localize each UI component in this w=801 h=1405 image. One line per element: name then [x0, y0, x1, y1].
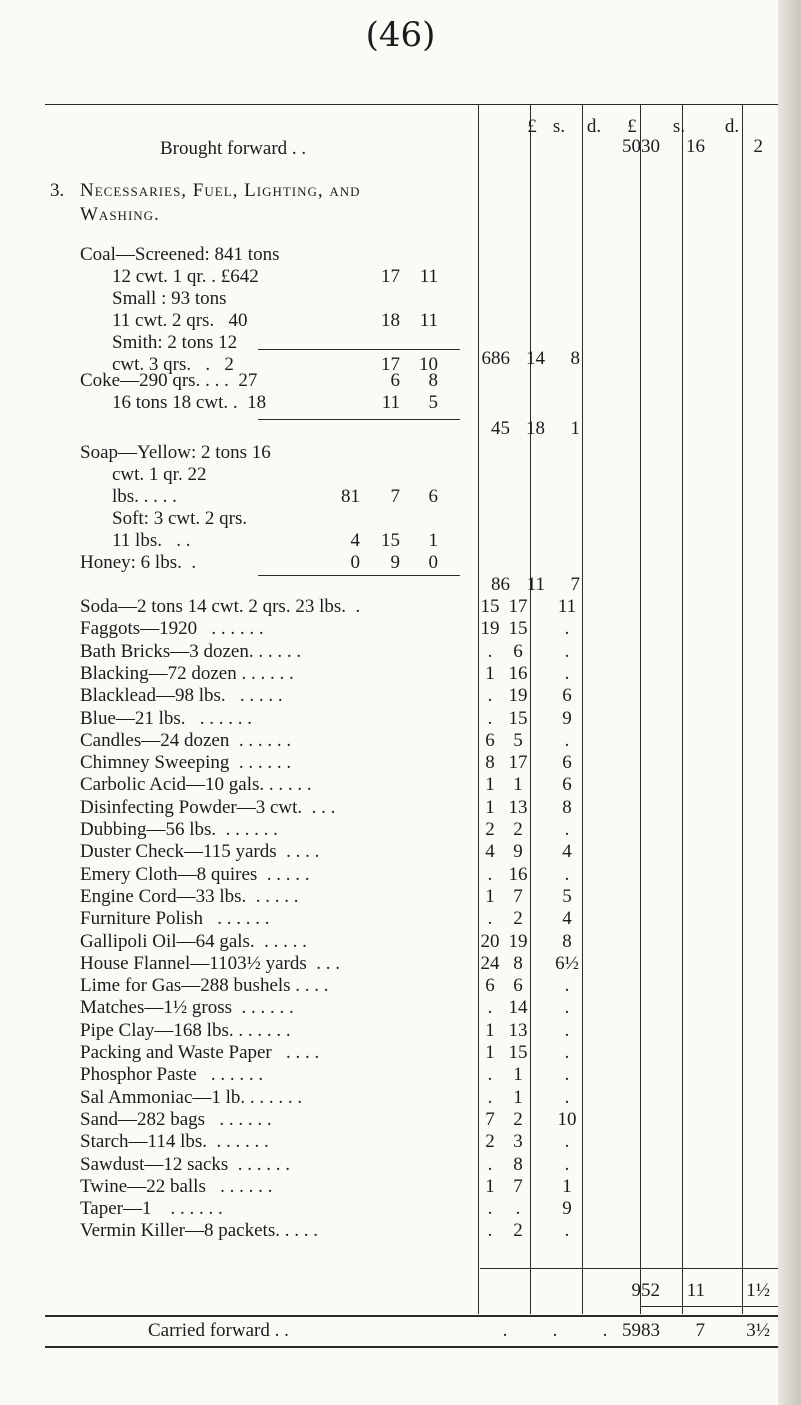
- brought-forward-shillings: 16: [686, 136, 705, 157]
- item-shillings: 17: [508, 596, 528, 617]
- item-pounds: .: [487, 997, 493, 1019]
- soap-line-text: Soft: 3 cwt. 2 qrs.: [112, 508, 248, 529]
- soap-line-text: Honey: 6 lbs. .: [80, 552, 197, 573]
- item-pounds: .: [487, 863, 493, 885]
- coal-heading: Coal—Screened: 841 tons: [80, 244, 280, 265]
- item-label: Faggots—1920 . . . . . .: [80, 618, 264, 640]
- soap-line-text: 11 lbs. . .: [112, 530, 191, 551]
- item-shillings: 1: [513, 1086, 523, 1108]
- coal-line-pence: 10: [419, 354, 438, 375]
- section-number: 3.: [50, 180, 65, 201]
- item-label: Matches—1½ gross . . . . . .: [80, 997, 294, 1019]
- soap-line-text: Soap—Yellow: 2 tons 16: [80, 442, 271, 463]
- soap-line-text: cwt. 1 qr. 22: [112, 464, 207, 485]
- left-pounds-header: £: [527, 116, 537, 137]
- item-label: Sal Ammoniac—1 lb. . . . . . .: [80, 1086, 303, 1108]
- right-pence-header: d.: [724, 116, 740, 137]
- carried-forward-shillings: 7: [695, 1320, 705, 1341]
- page-number: (46): [365, 15, 436, 55]
- item-label: Pipe Clay—168 lbs. . . . . . .: [80, 1019, 291, 1041]
- carried-forward-left-pence: .: [602, 1320, 608, 1341]
- item-pounds: 20: [480, 930, 500, 952]
- section-title-line2: Washing.: [80, 204, 160, 225]
- item-pounds: 1: [485, 662, 495, 684]
- item-shillings: 7: [513, 885, 523, 907]
- coal-line-text: 11 cwt. 2 qrs. 40: [112, 310, 248, 331]
- item-pounds: 6: [485, 975, 495, 997]
- item-pounds: 4: [485, 841, 495, 863]
- item-label: Sand—282 bags . . . . . .: [80, 1108, 272, 1130]
- section-total-underline: [640, 1306, 780, 1307]
- coal-line-text: Smith: 2 tons 12: [112, 332, 238, 353]
- item-pounds: 6: [485, 729, 495, 751]
- item-pence: 4: [562, 908, 572, 930]
- section-total-pence: 1½: [746, 1280, 770, 1301]
- soap-line-text: lbs. . . . .: [112, 486, 177, 507]
- item-pounds: 7: [485, 1108, 495, 1130]
- coke-total-pounds: 45: [491, 418, 510, 439]
- top-rule: [45, 104, 780, 105]
- item-shillings: 9: [513, 841, 523, 863]
- item-label: Chimney Sweeping . . . . . .: [80, 752, 292, 774]
- item-label: Emery Cloth—8 quires . . . . .: [80, 863, 310, 885]
- carried-forward-left-pounds: .: [502, 1320, 508, 1341]
- item-shillings: 13: [508, 796, 528, 818]
- section-total-rule: [480, 1268, 780, 1269]
- item-pence: 6: [562, 774, 572, 796]
- item-shillings: 2: [513, 819, 523, 840]
- item-pounds: .: [487, 1198, 493, 1220]
- item-shillings: 15: [508, 1042, 528, 1063]
- coke-line-text: Coke—290 qrs. . . . 27: [80, 370, 258, 391]
- item-pence: .: [564, 1220, 570, 1242]
- item-label: House Flannel—1103½ yards . . .: [80, 952, 340, 974]
- coal-line-shillings: 17: [381, 266, 400, 287]
- item-pence: .: [564, 1086, 570, 1108]
- item-pence: .: [564, 1153, 570, 1175]
- item-pounds: 24: [480, 952, 500, 974]
- item-label: Disinfecting Powder—3 cwt. . . .: [80, 796, 336, 818]
- item-pence: .: [564, 975, 570, 997]
- item-label: Engine Cord—33 lbs. . . . . .: [80, 885, 299, 907]
- soap-line-amount: 4: [350, 530, 360, 551]
- coal-total-pounds: 686: [481, 348, 510, 369]
- col-rule-right-d: [742, 104, 743, 1314]
- item-shillings: 8: [513, 952, 523, 974]
- item-shillings: 5: [513, 729, 523, 751]
- soap-subtotal-rule: [258, 575, 460, 576]
- item-pounds: 1: [485, 1019, 495, 1041]
- coke-line-text: 16 tons 18 cwt. . 18: [112, 392, 267, 413]
- coal-total-pence: 8: [570, 348, 580, 369]
- page-bottom-rule: [45, 1346, 780, 1348]
- left-pence-header: d.: [586, 116, 602, 137]
- item-shillings: 16: [508, 662, 528, 684]
- item-pence: .: [564, 640, 570, 662]
- coke-line-shillings: 11: [381, 392, 400, 413]
- item-label: Twine—22 balls . . . . . .: [80, 1175, 273, 1197]
- item-pounds: .: [487, 1153, 493, 1175]
- item-pence: .: [564, 1131, 570, 1153]
- coal-line-text: Small : 93 tons: [112, 288, 227, 309]
- item-pounds: .: [487, 908, 493, 930]
- left-shillings-header: s.: [552, 116, 566, 137]
- soap-line-shillings: 9: [390, 552, 400, 573]
- col-rule-right-s: [682, 104, 683, 1314]
- item-shillings: 1: [513, 774, 523, 796]
- item-pence: .: [564, 863, 570, 885]
- item-pence: .: [564, 662, 570, 684]
- coke-line-pence: 5: [428, 392, 438, 413]
- item-pence: .: [564, 1042, 570, 1063]
- item-label: Bath Bricks—3 dozen. . . . . .: [80, 640, 302, 662]
- soap-line-shillings: 15: [381, 530, 400, 551]
- item-pounds: 15: [480, 596, 500, 617]
- coal-line-shillings: 18: [381, 310, 400, 331]
- item-label: Packing and Waste Paper . . . .: [80, 1042, 320, 1063]
- brought-forward-pence: 2: [753, 136, 763, 157]
- item-shillings: 17: [508, 752, 528, 774]
- item-pounds: 1: [485, 885, 495, 907]
- coke-total-pence: 1: [570, 418, 580, 439]
- item-pence: 9: [562, 1198, 572, 1220]
- item-pence: 9: [562, 707, 572, 729]
- carried-forward-label: Carried forward . .: [148, 1320, 289, 1341]
- soap-total-pounds: 86: [491, 574, 510, 595]
- coke-subtotal-rule: [258, 419, 460, 420]
- item-shillings: 2: [513, 1108, 523, 1130]
- coal-line-shillings: 17: [381, 354, 400, 375]
- soap-line-amount: 81: [341, 486, 360, 507]
- item-shillings: 7: [513, 1175, 523, 1197]
- carried-forward-pence: 3½: [746, 1320, 770, 1341]
- item-pounds: .: [487, 640, 493, 662]
- item-label: Candles—24 dozen . . . . . .: [80, 729, 292, 751]
- item-pounds: .: [487, 1220, 493, 1242]
- coal-line-pence: 11: [419, 266, 438, 287]
- item-shillings: 8: [513, 1153, 523, 1175]
- right-pounds-header: £: [627, 116, 637, 137]
- item-shillings: 15: [508, 707, 528, 729]
- item-pounds: .: [487, 707, 493, 729]
- brought-forward-label: Brought forward . .: [160, 138, 307, 159]
- item-pence: 10: [557, 1108, 577, 1130]
- soap-line-pence: 0: [428, 552, 438, 573]
- item-pounds: .: [487, 1086, 493, 1108]
- item-shillings: 6: [513, 975, 523, 997]
- item-shillings: 14: [508, 997, 528, 1019]
- item-pence: 8: [562, 796, 572, 818]
- item-pounds: 1: [485, 1042, 495, 1063]
- item-shillings: 16: [508, 863, 528, 885]
- coke-total-shillings: 18: [526, 418, 545, 439]
- item-pounds: 2: [485, 819, 495, 840]
- right-shillings-header: s.: [672, 116, 686, 137]
- col-rule-right-l: [640, 104, 641, 1314]
- item-pence: 5: [562, 885, 572, 907]
- item-label: Gallipoli Oil—64 gals. . . . . .: [80, 930, 307, 952]
- item-label: Vermin Killer—8 packets. . . . .: [80, 1220, 318, 1242]
- item-pence: 11: [557, 596, 577, 617]
- item-pounds: .: [487, 685, 493, 707]
- soap-line-pence: 1: [428, 530, 438, 551]
- carried-forward-left-shillings: .: [552, 1320, 558, 1341]
- item-shillings: 1: [513, 1064, 523, 1086]
- item-label: Phosphor Paste . . . . . .: [80, 1064, 264, 1086]
- soap-line-amount: 0: [350, 552, 360, 573]
- item-pounds: 1: [485, 774, 495, 796]
- brought-forward-pounds: 5030: [622, 136, 660, 157]
- item-label: Taper—1 . . . . . .: [80, 1198, 223, 1220]
- item-pounds: 2: [485, 1131, 495, 1153]
- item-shillings: 2: [513, 908, 523, 930]
- item-pence: 4: [562, 841, 572, 863]
- carried-forward-pounds: 5983: [622, 1320, 660, 1341]
- coke-line-pence: 8: [428, 370, 438, 391]
- item-pence: 6: [562, 685, 572, 707]
- item-pence: .: [564, 1064, 570, 1086]
- item-shillings: 19: [508, 930, 528, 952]
- item-shillings: 13: [508, 1019, 528, 1041]
- item-label: Lime for Gas—288 bushels . . . .: [80, 975, 329, 997]
- item-pence: .: [564, 618, 570, 640]
- coal-subtotal-rule: [258, 349, 460, 350]
- item-pence: 6: [562, 752, 572, 774]
- item-pence: .: [564, 997, 570, 1019]
- item-pence: .: [564, 819, 570, 840]
- item-label: Carbolic Acid—10 gals. . . . . .: [80, 774, 312, 796]
- item-label: Starch—114 lbs. . . . . . .: [80, 1131, 269, 1153]
- bottom-rule: [45, 1315, 780, 1317]
- item-shillings: 15: [508, 618, 528, 640]
- item-pence: .: [564, 729, 570, 751]
- item-pounds: .: [487, 1064, 493, 1086]
- item-pounds: 1: [485, 796, 495, 818]
- item-label: Soda—2 tons 14 cwt. 2 qrs. 23 lbs. .: [80, 596, 361, 617]
- section-total-pounds: 952: [631, 1280, 660, 1301]
- item-label: Blue—21 lbs. . . . . . .: [80, 707, 253, 729]
- col-rule-left-d: [582, 104, 583, 1314]
- item-shillings: 19: [508, 685, 528, 707]
- item-pounds: 8: [485, 752, 495, 774]
- coal-line-text: 12 cwt. 1 qr. . £642: [112, 266, 259, 287]
- coal-total-shillings: 14: [526, 348, 545, 369]
- item-shillings: 6: [513, 640, 523, 662]
- coal-line-pence: 11: [419, 310, 438, 331]
- item-shillings: .: [515, 1198, 521, 1220]
- item-label: Dubbing—56 lbs. . . . . . .: [80, 819, 278, 840]
- coke-line-shillings: 6: [390, 370, 400, 391]
- item-shillings: 2: [513, 1220, 523, 1242]
- item-pence: 6½: [555, 952, 579, 974]
- section-title-line1: Necessaries, Fuel, Lighting, and: [80, 180, 361, 201]
- item-label: Furniture Polish . . . . . .: [80, 908, 270, 930]
- item-label: Sawdust—12 sacks . . . . . .: [80, 1153, 291, 1175]
- item-pence: 1: [562, 1175, 572, 1197]
- section-total-shillings: 11: [686, 1280, 705, 1301]
- coal-line-text: cwt. 3 qrs. . 2: [112, 354, 234, 375]
- soap-total-pence: 7: [570, 574, 580, 595]
- soap-line-pence: 6: [428, 486, 438, 507]
- item-label: Duster Check—115 yards . . . .: [80, 841, 320, 863]
- item-label: Blacklead—98 lbs. . . . . .: [80, 685, 283, 707]
- item-shillings: 3: [513, 1131, 523, 1153]
- page-edge: [778, 0, 801, 1405]
- item-label: Blacking—72 dozen . . . . . .: [80, 662, 294, 684]
- item-pence: .: [564, 1019, 570, 1041]
- soap-total-shillings: 11: [526, 574, 545, 595]
- item-pounds: 1: [485, 1175, 495, 1197]
- item-pence: 8: [562, 930, 572, 952]
- soap-line-shillings: 7: [390, 486, 400, 507]
- item-pounds: 19: [480, 618, 500, 640]
